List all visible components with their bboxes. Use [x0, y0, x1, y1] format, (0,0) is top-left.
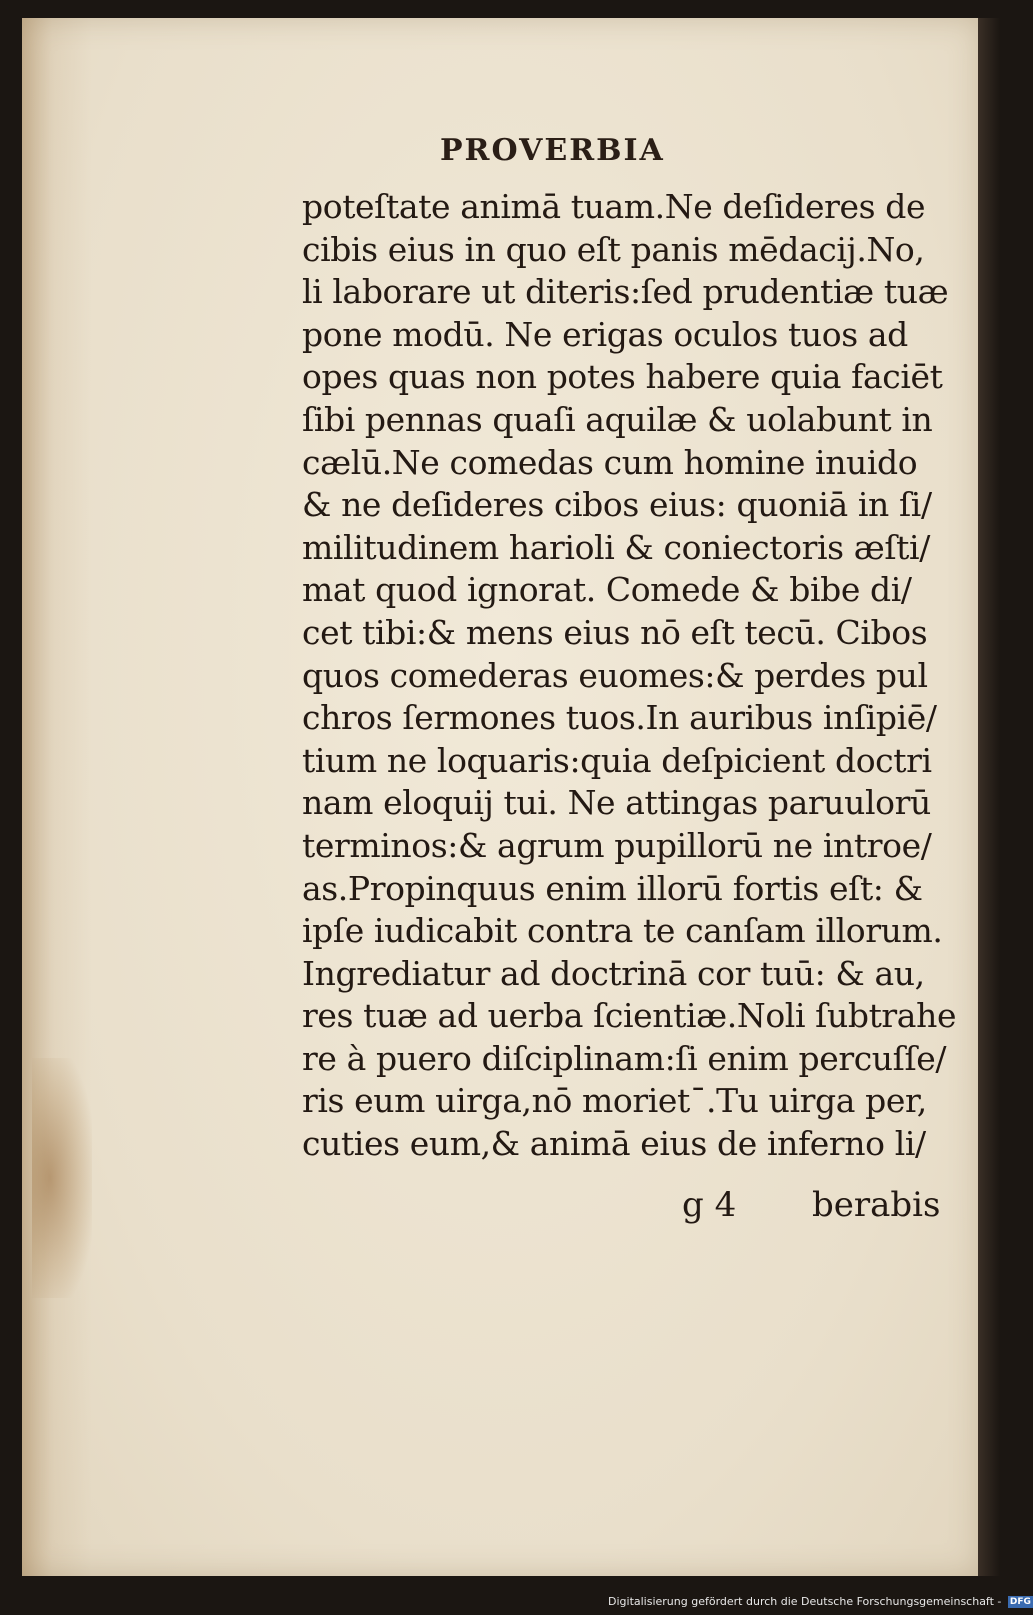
text-line: ris eum uirga,nō morietˉ.Tu uirga per, [302, 1081, 927, 1121]
text-line: cet tibi:& mens eius nō eſt tecū. Cibos [302, 612, 928, 652]
text-line: & ne deſideres cibos eius: quoniā in ſi/ [302, 485, 932, 525]
text-line: cuties eum,& animā eius de inferno li/ [302, 1124, 926, 1164]
text-line: terminos:& agrum pupillorū ne introe/ [302, 825, 932, 865]
text-line: cibis eius in quo eſt panis mēdacij.No, [302, 229, 925, 269]
credit-text: Digitalisierung gefördert durch die Deutsche Forschungsgemeinschaft - [608, 1595, 1002, 1608]
page-edge [978, 18, 1000, 1576]
text-line: li laborare ut diteris:ſed prudentiæ tuæ [302, 272, 949, 312]
text-line: pone modū. Ne erigas oculos tuos ad [302, 314, 908, 354]
text-line: nam eloquij tui. Ne attingas paruulorū [302, 783, 931, 823]
text-line: chros ſermones tuos.In auribus inſipiē/ [302, 698, 937, 738]
text-line: cælū.Ne comedas cum homine inuido [302, 442, 918, 482]
page-stain [32, 1058, 92, 1298]
text-line: re à puero diſciplinam:ſi enim percuſſe/ [302, 1038, 947, 1078]
text-line: poteſtate animā tuam.Ne deſideres de [302, 187, 926, 226]
text-line: as.Propinquus enim illorū fortis eſt: & [302, 868, 923, 908]
catchword: berabis [812, 1185, 941, 1225]
text-line: res tuæ ad uerba ſcientiæ.Noli ſubtrahe [302, 996, 957, 1036]
digitization-credit [608, 1595, 1033, 1608]
text-line: ſibi pennas quaſi aquilæ & uolabunt in [302, 399, 933, 439]
dfg-logo: DFG [1009, 1597, 1031, 1607]
text-line: tium ne loquaris:quia deſpicient doctri [302, 740, 932, 780]
running-head: PROVERBIA [440, 133, 665, 168]
text-line: ipſe iudicabit contra te canſam illorum. [302, 911, 943, 951]
text-line: militudinem harioli & coniectoris æſti/ [302, 527, 930, 567]
text-line: mat quod ignorat. Comede & bibe di/ [302, 570, 912, 610]
signature-mark: g 4 [682, 1185, 737, 1225]
text-block [302, 186, 957, 1166]
text-line: Ingrediatur ad doctrinā cor tuū: & au, [302, 953, 925, 993]
text-line: quos comederas euomes:& perdes pul [302, 655, 928, 695]
text-line: opes quas non potes habere quia faciēt [302, 357, 943, 397]
